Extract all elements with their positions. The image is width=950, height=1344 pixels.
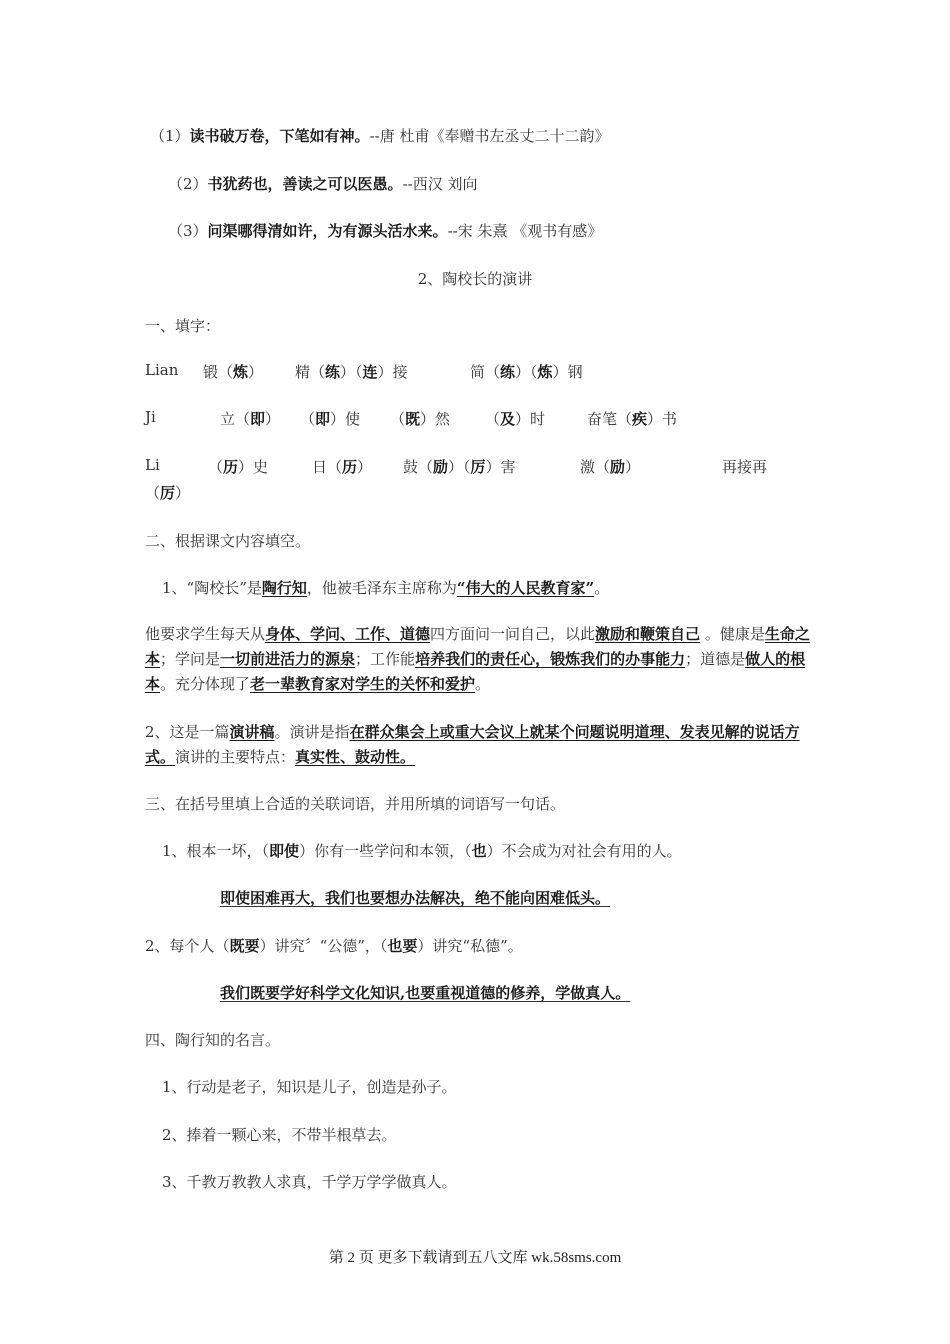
section-4-heading: 四、陶行知的名言。	[145, 1031, 281, 1049]
fill-row-lian	[145, 361, 825, 385]
section-1-heading: 一、填字：	[145, 317, 221, 335]
fill-item: 日（历）	[312, 458, 373, 476]
fill-item: 再接再	[722, 458, 768, 476]
quote-text: 读书破万卷，下笔如有神。	[189, 127, 370, 145]
fill-item: 锻（炼）	[203, 363, 264, 381]
s3-answer-1: 即使困难再大，我们也要想办法解决，绝不能向困难低头。	[220, 889, 611, 907]
quote-item: 1、行动是老子，知识是儿子，创造是孙子。	[162, 1078, 457, 1096]
fill-item: 精（练）（连）接	[295, 363, 408, 381]
quote-1	[150, 124, 820, 148]
quote-text: 书犹药也，善读之可以医愚。	[207, 175, 403, 193]
quote-number: （3）	[168, 222, 208, 240]
fill-item: 激（励）	[580, 458, 641, 476]
quote-item: 2、捧着一颗心来，不带半根草去。	[162, 1126, 397, 1144]
section-2-heading: 二、根据课文内容填空。	[145, 532, 311, 550]
s3-question-1: 1、根本一坏，（即使）你有一些学问和本领，（也）不会成为对社会有用的人。	[162, 842, 682, 860]
quote-3	[168, 219, 838, 243]
quote-source: --唐 杜甫《奉赠书左丞丈二十二韵》	[369, 127, 610, 145]
s3-question-2: 2、每个人（既要）讲究〞“公德”，（也要）讲究“私德”。	[145, 937, 523, 955]
s2-paragraph-3: 2、这是一篇演讲稿。演讲是指在群众集会上或重大会议上就某个问题说明道理、发表见解的说话方式。演讲的主要特点：真实性、鼓动性。	[145, 723, 800, 766]
quote-source: --西汉 刘向	[402, 175, 478, 193]
lesson-title: 2、陶校长的演讲	[417, 270, 533, 288]
fill-item: （既）然	[390, 410, 451, 428]
fill-item: 立（即）	[220, 410, 281, 428]
fill-item: （及）时	[485, 410, 546, 428]
s2-paragraph-1: 1、“陶校长”是陶行知，他被毛泽东主席称为“伟大的人民教育家”。	[162, 579, 610, 597]
pinyin-label: Lian	[145, 361, 179, 379]
quote-source: --宋 朱熹 《观书有感》	[447, 222, 603, 240]
quote-item: 3、千教万教教人求真，千学万学学做真人。	[162, 1173, 457, 1191]
quote-2	[168, 172, 838, 196]
s3-answer-2: 我们既要学好科学文化知识,也要重视道德的修养，学做真人。	[220, 984, 631, 1002]
section-3-heading: 三、在括号里填上合适的关联词语，并用所填的词语写一句话。	[145, 795, 566, 813]
fill-item-wrap: （厉）	[145, 484, 191, 502]
fill-item: 简（练）（炼）钢	[470, 363, 583, 381]
quote-number: （2）	[168, 175, 208, 193]
quote-text: 问渠哪得清如许，为有源头活水来。	[207, 222, 448, 240]
fill-row-li	[145, 456, 825, 480]
s2-paragraph-2: 他要求学生每天从身体、学问、工作、道德四方面问一问自己，以此激励和鞭策自己 。健康是生命之本；学问是一切前进活力的源泉；工作能培养我们的责任心，锻炼我们的办事能力；道德是做人的根本。充分体现了老一辈教育家对学生的关怀和爱护。	[145, 625, 810, 693]
fill-item: （即）使	[300, 410, 361, 428]
fill-item: 奋笔（疾）书	[587, 410, 678, 428]
fill-item: 鼓（励）（厉）害	[403, 458, 516, 476]
quote-number: （1）	[150, 127, 190, 145]
pinyin-label: Li	[145, 456, 160, 474]
pinyin-label: Ji	[145, 408, 156, 426]
fill-item: （历）史	[208, 458, 269, 476]
page-footer: 第 2 页 更多下载请到五八文库 wk.58sms.com	[328, 1250, 622, 1266]
fill-row-ji	[145, 408, 825, 432]
